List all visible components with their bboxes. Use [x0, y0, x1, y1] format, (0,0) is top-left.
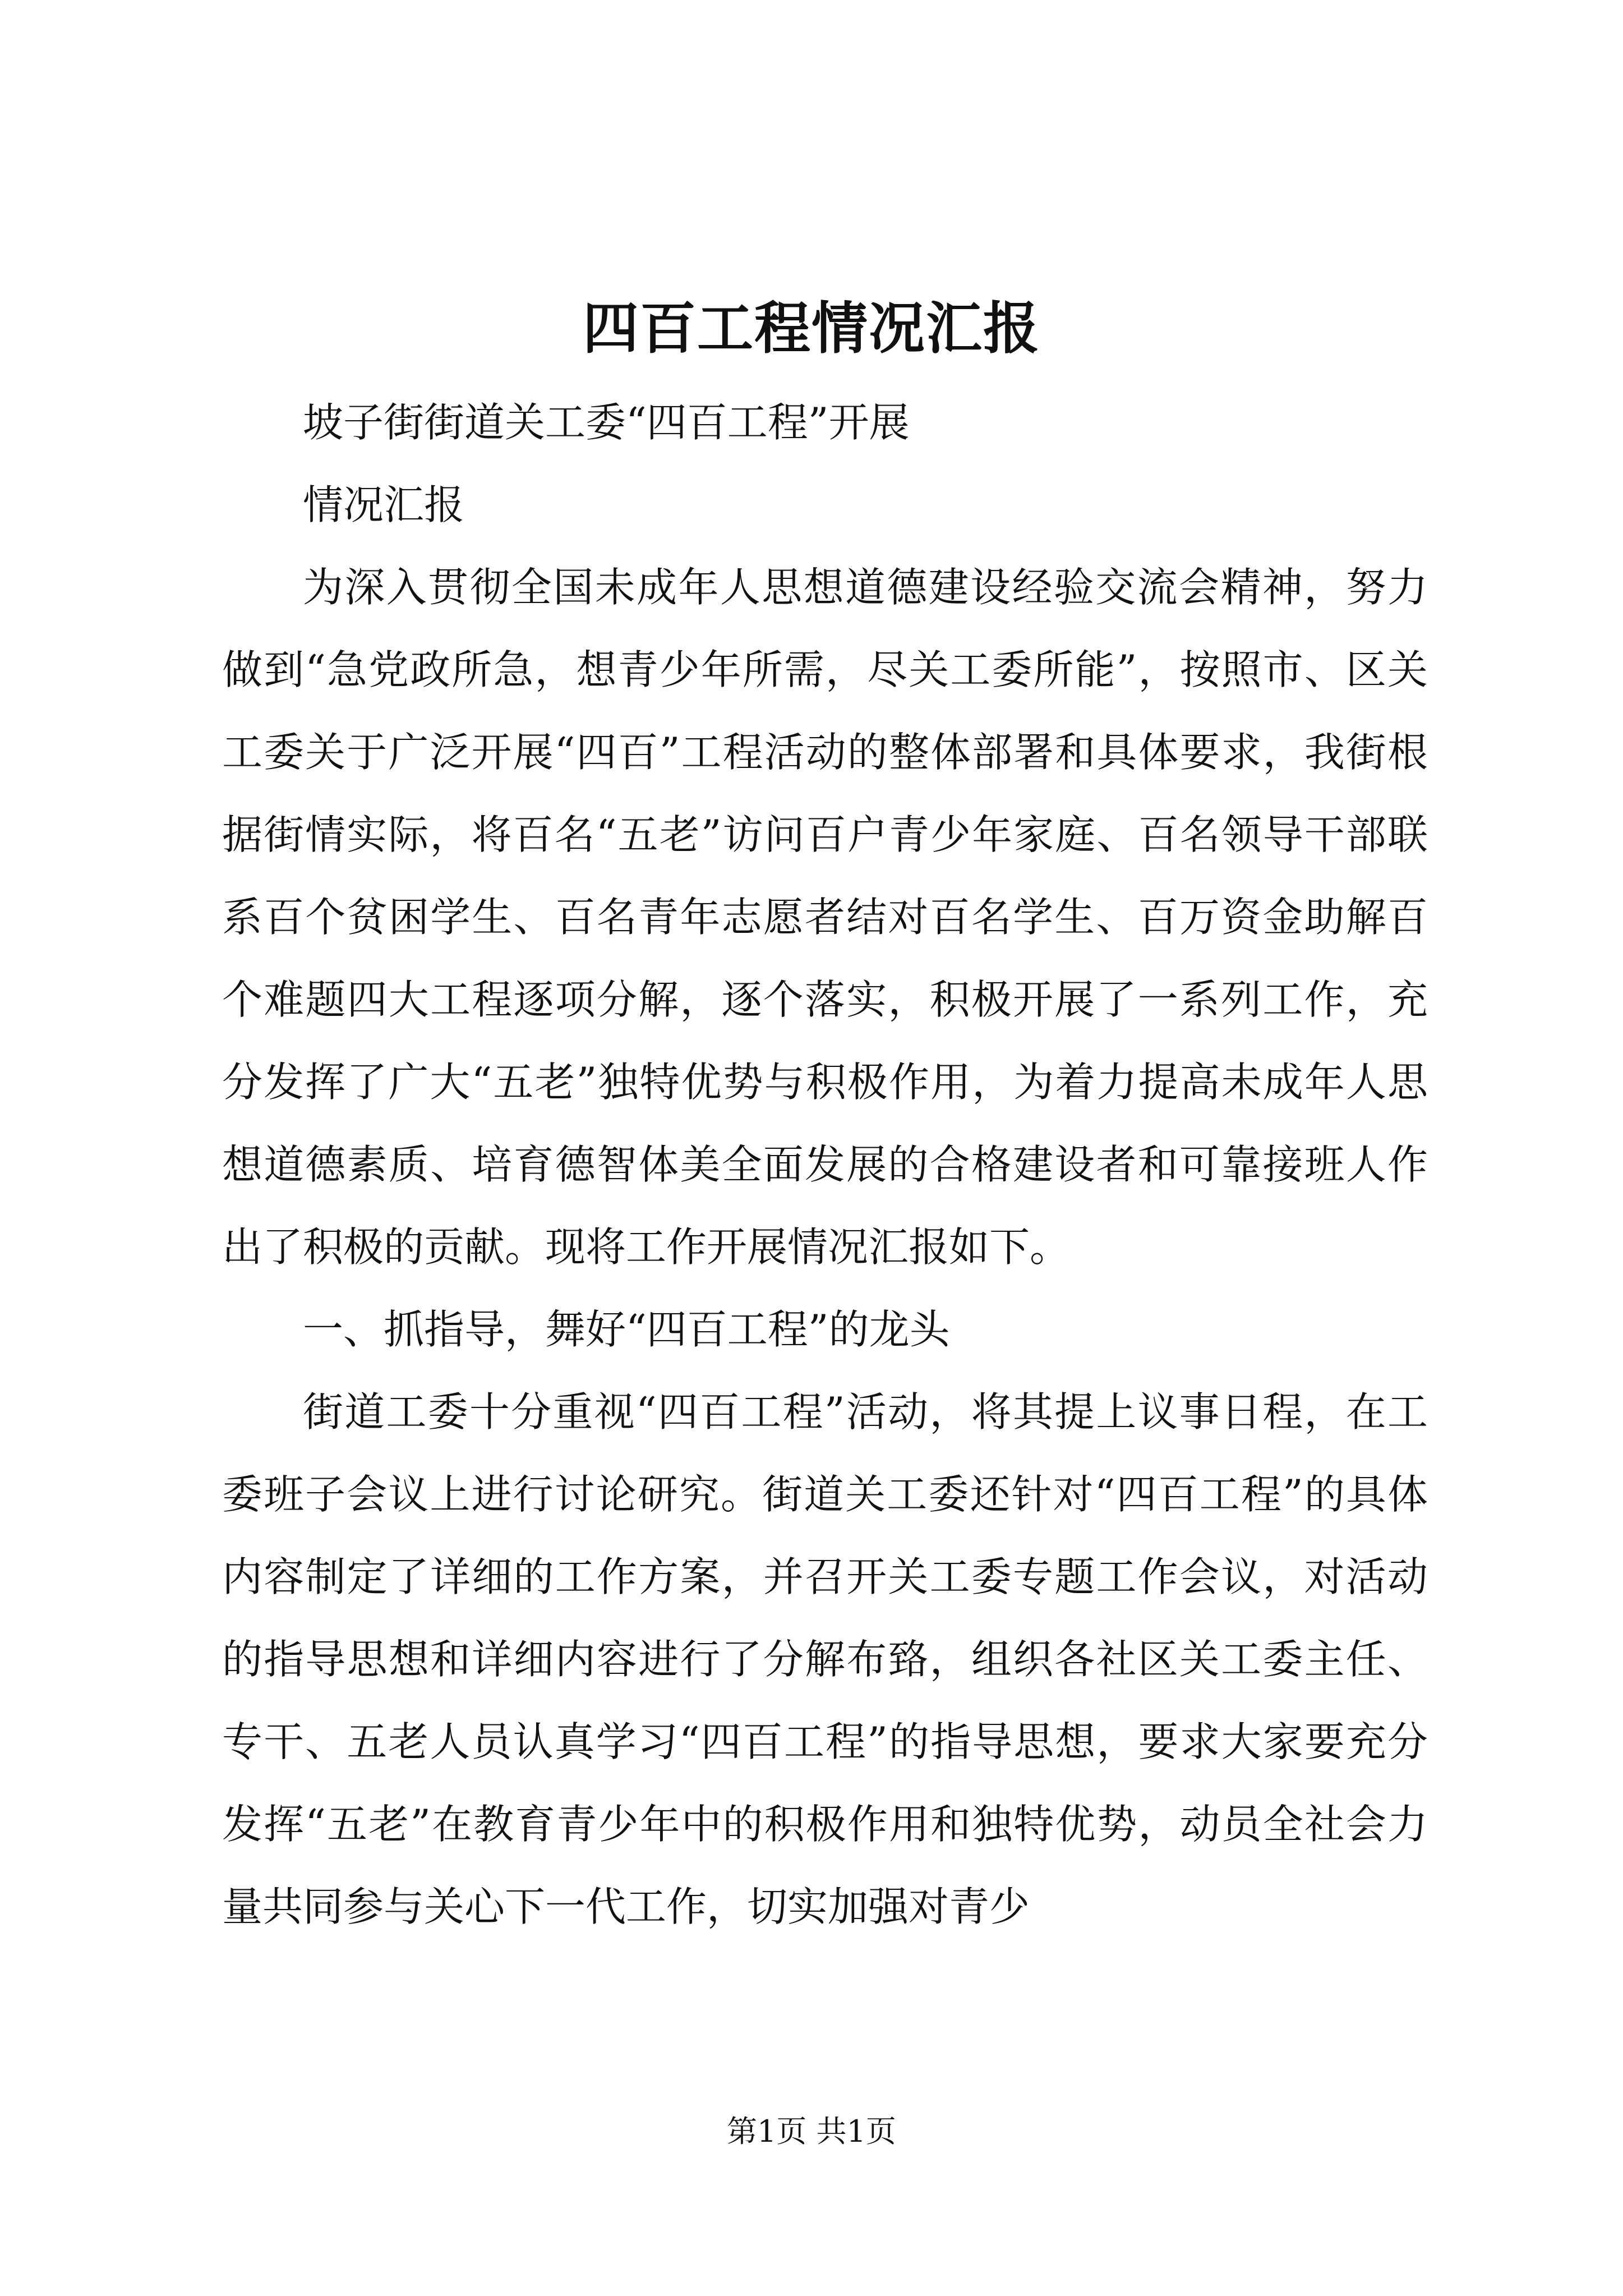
section-heading-1: 一、抓指导，舞好“四百工程”的龙头 [303, 1306, 950, 1353]
document-body [222, 381, 1428, 1948]
document-title: 四百工程情况汇报 [583, 295, 1040, 361]
intro-paragraph: 为深入贯彻全国未成年人思想道德建设经验交流会精神，努力做到“急党政所急，想青少年所需，尽关工委所能”，按照市、区关工委关于广泛开展“四百”工程活动的整体部署和具体要求，我街根据街情实际，将百名“五老”访问百户青少年家庭、百名领导干部联系百个贫困学生、百名青年志愿者结对百名学生、百万资金助解百个难题四大工程逐项分解，逐个落实，积极开展了一系列工作，充分发挥了广大“五老”独特优势与积极作用，为着力提高未成年人思想道德素质、培育德智体美全面发展的合格建设者和可靠接班人作出了积极的贡献。现将工作开展情况汇报如下。 [222, 564, 1428, 1271]
subtitle-line-1: 坡子街街道关工委“四百工程”开展 [303, 399, 910, 446]
page-footer: 第1页 共1页 [727, 2114, 896, 2149]
subtitle-line-2: 情况汇报 [303, 481, 465, 528]
section-paragraph-1: 街道工委十分重视“四百工程”活动，将其提上议事日程，在工委班子会议上进行讨论研究。街道关工委还针对“四百工程”的具体内容制定了详细的工作方案，并召开关工委专题工作会议，对活动的指导思想和详细内容进行了分解布臵，组织各社区关工委主任、专干、五老人员认真学习“四百工程”的指导思想，要求大家要充分发挥“五老”在教育青少年中的积极作用和独特优势，动员全社会力量共同参与关心下一代工作，切实加强对青少 [222, 1388, 1428, 1930]
